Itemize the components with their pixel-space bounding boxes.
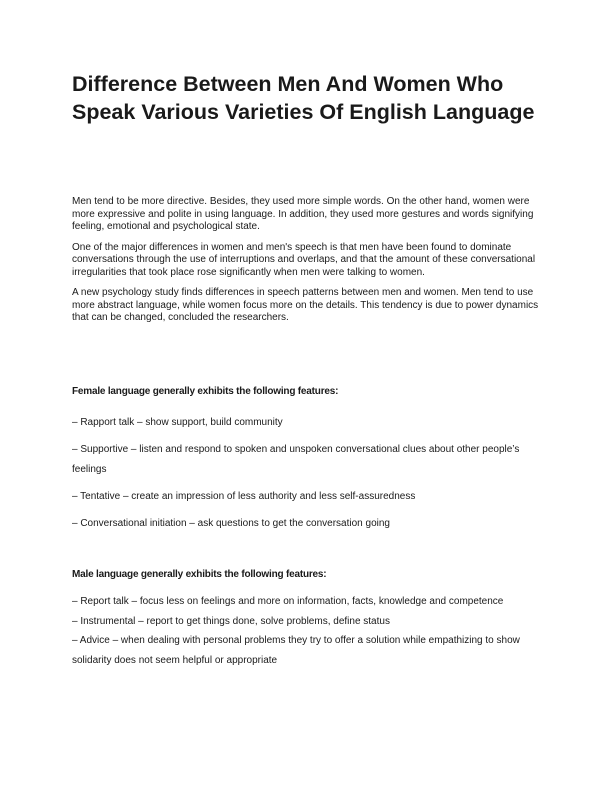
male-features-list: [72, 592, 542, 670]
female-section-heading: Female language generally exhibits the following features:: [72, 386, 339, 397]
female-feature-item: – Rapport talk – show support, build community: [72, 417, 283, 428]
male-feature-item: – Report talk – focus less on feelings and more on information, facts, knowledge and competence: [72, 596, 504, 607]
female-feature-item: – Conversational initiation – ask questions to get the conversation going: [72, 517, 390, 529]
female-features-list: [72, 413, 542, 541]
document-title: Difference Between Men And Women Who Speak Various Varieties Of English Language: [72, 72, 535, 124]
intro-paragraph-2: One of the major differences in women and men's speech is that men have been found to dominate conversations through the use of interruptions and overlaps, and that the amount of these conversational irregularities that took place rose significantly when men were talking to women.: [72, 241, 536, 278]
intro-paragraph-3: A new psychology study finds differences in speech patterns between men and women. Men tend to use more abstract language, while women focus more on the details. This tendency is due to power dynamics that can be changed, concluded the researchers.: [72, 287, 539, 323]
female-feature-item: – Tentative – create an impression of less authority and less self-assuredness: [72, 490, 416, 502]
female-feature-item: – Supportive – listen and respond to spoken and unspoken conversational clues about other people’s feelings: [72, 444, 520, 475]
male-feature-item: – Advice – when dealing with personal problems they try to offer a solution while empathizing to show solidarity does not seem helpful or appropriate: [72, 635, 520, 666]
male-feature-item: – Instrumental – report to get things done, solve problems, define status: [72, 615, 390, 627]
male-section-heading: Male language generally exhibits the following features:: [72, 569, 327, 580]
intro-section: [72, 196, 542, 333]
intro-paragraph-1: Men tend to be more directive. Besides, they used more simple words. On the other hand, women were more expressive and polite in using language. In addition, they used more gestures and words signifying feeling, emotional and psychological state.: [72, 196, 534, 232]
